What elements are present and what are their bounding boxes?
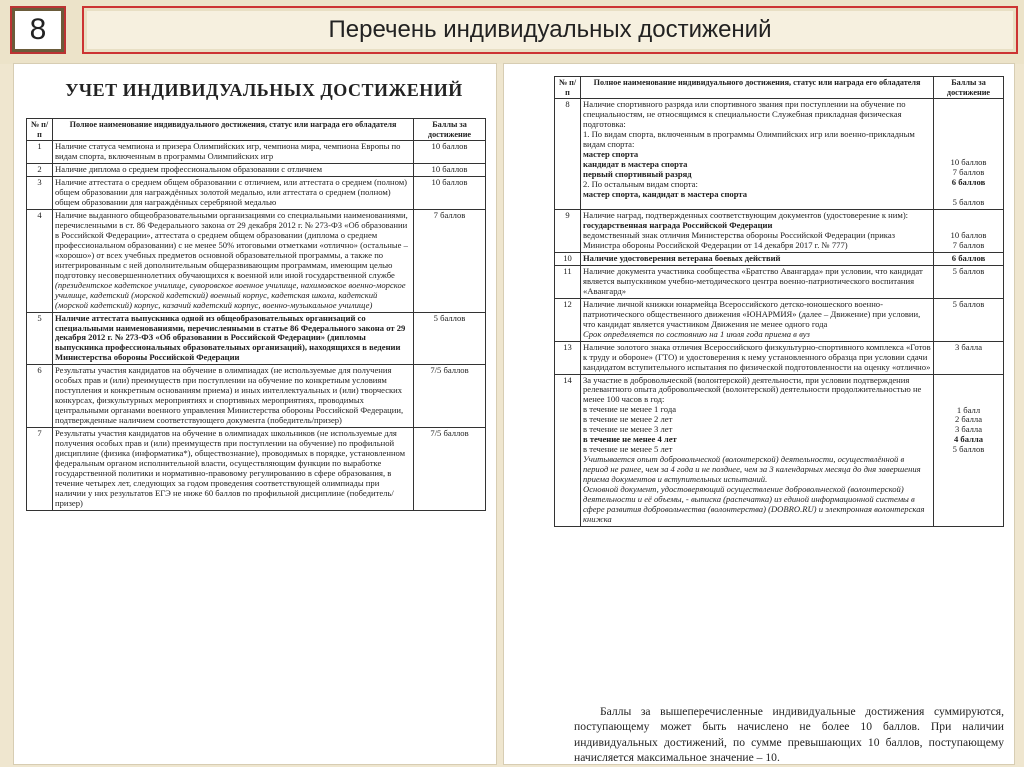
row-note: Основной документ, удостоверяющий осуществление добровольческой (волонтерской) деятельности и её объемы, - выписка (распечатка) из единой информационной системы в сфере развития добровольчества (волонтерства) (DOBRO.RU) и электронная волонтерская книжка <box>583 484 925 525</box>
row-item-points: 4 балла <box>953 434 984 445</box>
row-note: Срок определяется по состоянию на 1 июля года приема в вуз <box>583 328 810 339</box>
row-item-points: 7 баллов <box>952 167 985 177</box>
row-text: Наличие удостоверения ветерана боевых действий <box>581 252 934 265</box>
row-points: 7 баллов <box>414 209 486 312</box>
row-text: Наличие аттестата выпускника одной из общеобразовательных организаций со специальными наименованиями, перечисленными в статье 86 Федерального закона от 29 декабря 2012 г. № 273-ФЗ «Об образовании в Российской Федерации» (дипломы выпускника профессиональных образовательных организаций), находящихся в ведении Министерства обороны Российской Федерации <box>53 312 414 365</box>
row-item-label: мастер спорта, кандидат в мастера спорта <box>583 188 747 199</box>
row-text: Наличие личной книжки юнармейца Всероссийского детско-юношеского военно-патриотического общественного движения «ЮНАРМИЯ» (далее – Движение) при условии, что кандидат является участником Движения не менее одного года <box>583 298 921 329</box>
row-points: 10 баллов <box>414 163 486 176</box>
row-text: Наличие документа участника сообщества «Братство Авангарда» при условии, что кандидат является выпускником учебно-методического центра военно-патриотического воспитания «Авангард» <box>581 265 934 298</box>
spacer <box>936 211 1001 231</box>
col-header-name: Полное наименование индивидуального достижения, статус или награда его обладателя <box>53 119 414 141</box>
row-points: 5 баллов <box>934 265 1004 298</box>
left-document-page <box>14 64 496 764</box>
table-row <box>27 176 486 209</box>
row-item-label: в течение не менее 2 лет <box>583 414 673 425</box>
achievements-table-right <box>554 76 1004 527</box>
row-points: 5 баллов <box>414 312 486 365</box>
row-text-block <box>53 209 414 312</box>
col-header-name: Полное наименование индивидуального достижения, статус или награда его обладателя <box>581 77 934 99</box>
row-text: Наличие диплома о среднем профессиональном образовании с отличием <box>53 163 414 176</box>
row-num: 11 <box>555 265 581 298</box>
row-text: Наличие аттестата о среднем общем образовании с отличием, или аттестата о среднем (полном) общем образовании для награждённых золотой медалью, или аттестата о среднем (полном) общем образовании для награждённых серебряной медалью <box>53 176 414 209</box>
row-item-points: 5 баллов <box>952 444 985 455</box>
slide-title: Перечень индивидуальных достижений <box>82 6 1018 54</box>
col-header-points: Баллы за достижение <box>414 119 486 141</box>
table-row <box>555 298 1004 341</box>
slide-header <box>0 0 1024 64</box>
row-text: Наличие золотого знака отличия Всероссийского физкультурно-спортивного комплекса «Готов к труду и обороне» (ГТО) и удостоверения к нему установленного образца при условии сдачи кандидатом вступительного испытания по физической подготовленности на оценку «отлично» <box>581 341 934 374</box>
row-intro: Наличие наград, подтвержденных соответствующим документов (удостоверение к ним): <box>583 209 909 220</box>
right-document-page <box>504 64 1014 764</box>
row-item-label: в течение не менее 4 лет <box>583 434 677 445</box>
row-num: 7 <box>27 428 53 511</box>
table-row <box>27 428 486 511</box>
row-num: 6 <box>27 365 53 428</box>
row-points: 3 балла <box>934 341 1004 374</box>
row-item-label: первый спортивный разряд <box>583 168 692 179</box>
col-header-num: № п/п <box>27 119 53 141</box>
row-text-block <box>581 99 934 210</box>
row-item-points: 7 баллов <box>952 239 985 250</box>
table-row <box>27 163 486 176</box>
table-header-row <box>555 77 1004 99</box>
row-item-points: 10 баллов <box>950 157 987 168</box>
row-note: Учитывается опыт добровольческой (волонтерской) деятельности, осуществлённой в период не ранее, чем за 4 года и не позднее, чем за 3 календарных месяца до дня завершения приема документов и вступительных испытаний. <box>583 454 921 485</box>
row-num: 12 <box>555 298 581 341</box>
row-item-label: в течение не менее 3 лет <box>583 424 673 435</box>
row-intro: Наличие спортивного разряда или спортивного звания при поступлении на обучение по специальностям, не относящимся к специальности Служебная прикладная физическая подготовка: <box>583 99 906 129</box>
row-text-block <box>581 374 934 527</box>
row-item-points: 3 балла <box>954 424 983 435</box>
table-row <box>555 265 1004 298</box>
summary-paragraph: Баллы за вышеперечисленные индивидуальные достижения суммируются, поступающему может быть начислено не более 10 баллов. При наличии индивидуальных достижений, по сумме превышающих 10 баллов, поступающему начисляется максимальное значение – 10. <box>574 705 1004 764</box>
row-num: 14 <box>555 374 581 527</box>
row-item-label: государственная награда Российской Федерации <box>583 219 773 230</box>
row-item-points: 6 баллов <box>951 176 986 187</box>
row-points: 10 баллов <box>414 176 486 209</box>
row-num: 8 <box>555 99 581 210</box>
left-page-heading: УЧЕТ ИНДИВИДУАЛЬНЫХ ДОСТИЖЕНИЙ <box>65 80 463 100</box>
slide-number: 8 <box>10 6 66 54</box>
row-text: Результаты участия кандидатов на обучение в олимпиадах школьников (не используемые для получения особых прав и (или) преимуществ при поступлении на обучение) по профильной дисциплине (физика (информатика*), обществознание), проводимых в порядке, установленном федеральным органом исполнительной власти, осуществляющим функции по выработке государственной политики и нормативно-правовому регулированию в сфере образования, в течение четырех лет, следующих за годом проведения соответствующей олимпиады при наличии у них результатов ЕГЭ не ниже 60 баллов по профильной дисциплине (победитель/призер) <box>53 428 414 511</box>
table-row <box>27 312 486 365</box>
row-item-points: 10 баллов <box>950 229 987 240</box>
row-item-label: в течение не менее 5 лет <box>583 444 673 455</box>
row-num: 4 <box>27 209 53 312</box>
row-item-label: кандидат в мастера спорта <box>583 158 688 169</box>
row-num: 2 <box>27 163 53 176</box>
row-subheading: 1. По видам спорта, включенным в программы Олимпийских игр или военно-прикладным видам спорта: <box>583 128 915 149</box>
table-row <box>555 374 1004 527</box>
row-item-label: ведомственный знак отличия Министерства обороны Российской Федерации (приказ Министра обороны Российской Федерации от 14 декабря 2017 г. № 777) <box>583 229 896 250</box>
row-num: 9 <box>555 209 581 252</box>
row-text: Наличие выданного общеобразовательными организациями со специальными наименованиями, перечисленными в ст. 86 Федерального закона от 29 декабря 2012 г. № 273-ФЗ «Об образовании в Российской Федерации», аттестата о среднем общем образовании (диплома о среднем профессиональном образовании) с не менее 50% итоговыми отметками «отлично» (остальные – «хорошо») от всех учебных предметов основной образовательной программы, а также по интегрированным с ней дополнительным общеразвивающим программам, имеющим целью подготовку несовершеннолетних обучающихся к военной или иной государственной службе <box>55 209 408 280</box>
row-num: 5 <box>27 312 53 365</box>
row-item-points: 1 балл <box>956 404 981 415</box>
spacer <box>936 100 1001 158</box>
row-points-block <box>934 374 1004 527</box>
row-points: 10 баллов <box>414 141 486 164</box>
row-item-label: в течение не менее 1 года <box>583 404 677 415</box>
spacer <box>936 376 1001 406</box>
row-points: 7/5 баллов <box>414 428 486 511</box>
row-points: 6 баллов <box>934 252 1004 265</box>
row-points: 5 баллов <box>934 298 1004 341</box>
table-row <box>27 365 486 428</box>
table-row <box>555 209 1004 252</box>
row-num: 3 <box>27 176 53 209</box>
row-intro: За участие в добровольческой (волонтерской) деятельности, при условии подтверждения релевантного опыта добровольческой (волонтерской) деятельности продолжительностью не менее 100 часов в год: <box>583 374 922 405</box>
table-row <box>555 252 1004 265</box>
table-row <box>27 141 486 164</box>
table-row <box>555 99 1004 210</box>
row-text: Наличие статуса чемпиона и призера Олимпийских игр, чемпиона мира, чемпиона Европы по видам спорта, включенным в программы Олимпийских игр <box>53 141 414 164</box>
col-header-num: № п/п <box>555 77 581 99</box>
row-points: 7/5 баллов <box>414 365 486 428</box>
table-header-row <box>27 119 486 141</box>
row-item-label: мастер спорта <box>583 148 639 159</box>
row-num: 1 <box>27 141 53 164</box>
row-text-block <box>581 298 934 341</box>
achievements-table-left <box>26 118 486 511</box>
row-text-italic: (президентское кадетское училище, суворовское военное училище, нахимовское военно-морское училище, кадетский (морской кадетский) военный корпус, кадетская школа, кадетский (морской кадетский) корпус, казачий кадетский корпус, военно-музыкальное училище) <box>55 279 406 310</box>
row-points-block <box>934 209 1004 252</box>
row-points-block <box>934 99 1004 210</box>
row-text: Результаты участия кандидатов на обучение в олимпиадах (не используемые для получения особых прав и (или) преимуществ при поступлении на обучение по конкретным условиям поступления и конкретным основаниям приема) и иных интеллектуальных и (или) творческих конкурсах, физкультурных мероприятиях и спортивных мероприятиях, проводимых центральными органами военного управления Министерства обороны Российской Федерации, подтвержденные наличием соответствующего документа (победитель/призер) <box>53 365 414 428</box>
row-text-block <box>581 209 934 252</box>
table-row <box>555 341 1004 374</box>
row-item-points: 5 баллов <box>952 196 985 207</box>
row-item-points: 2 балла <box>954 414 983 425</box>
col-header-points: Баллы за достижение <box>934 77 1004 99</box>
table-row <box>27 209 486 312</box>
row-num: 13 <box>555 341 581 374</box>
row-subheading: 2. По остальным видам спорта: <box>583 178 698 189</box>
row-num: 10 <box>555 252 581 265</box>
